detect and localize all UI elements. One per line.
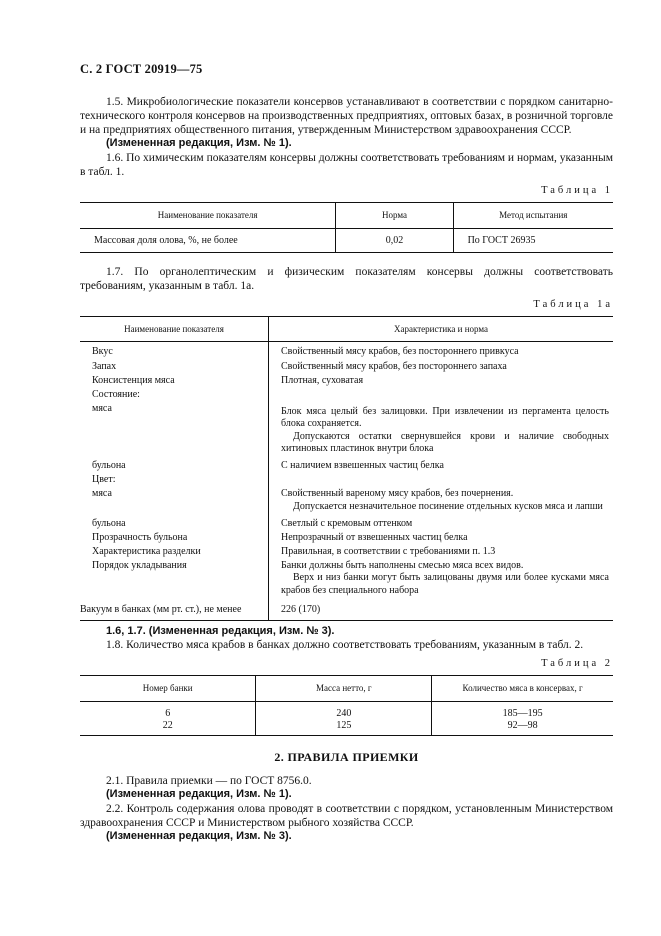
column-header: Наименование показателя bbox=[80, 316, 269, 342]
table-2 bbox=[80, 675, 613, 735]
table-row bbox=[80, 487, 613, 513]
table-row bbox=[80, 360, 613, 374]
table-row bbox=[80, 531, 613, 545]
column-header: Метод испытания bbox=[453, 202, 613, 228]
table-cell: Плотная, суховатая bbox=[269, 374, 614, 388]
table-row bbox=[80, 473, 613, 487]
amendment-note: (Измененная редакция, Изм. № 3). bbox=[106, 829, 292, 842]
cell-text: Банки должны быть наполнены смесью мяса всех видов. bbox=[281, 560, 524, 572]
paragraph-1-5: 1.5. Микробиологические показатели консервов устанавливают в соответствии с порядком санитарно-технического контроля консервов на производственных предприятиях, оптовых базах, в розничной торговле и на предприятиях общественного питания, утвержденным Министерством здравоохранения СССР. bbox=[80, 96, 613, 137]
table-cell: Консистенция мяса bbox=[92, 374, 175, 386]
table-header-row bbox=[80, 676, 613, 702]
table-cell: 92—98 bbox=[432, 720, 613, 735]
cell-text: Допускается незначительное посинение отдельных кусков мяса и лапши bbox=[293, 500, 603, 512]
table-row bbox=[80, 559, 613, 598]
table-cell: мяса bbox=[92, 403, 112, 415]
table-cell: Состояние: bbox=[92, 389, 140, 401]
table-cell: Непрозрачный от взвешенных частиц белка bbox=[269, 531, 614, 545]
page-header: С. 2 ГОСТ 20919—75 bbox=[80, 62, 203, 76]
table-row bbox=[80, 388, 613, 402]
paragraph-2-1: 2.1. Правила приемки — по ГОСТ 8756.0. bbox=[106, 775, 312, 788]
cell-text: Допускаются остатки свернувшейся крови и наличие свободных хитиновых пластинок внутри блока bbox=[281, 430, 609, 454]
table-cell: Запах bbox=[92, 360, 117, 372]
table-row bbox=[80, 545, 613, 559]
table-header-row bbox=[80, 316, 613, 342]
table-cell: 6 bbox=[165, 708, 171, 720]
table-cell: бульона bbox=[92, 517, 126, 529]
table-1a bbox=[80, 316, 613, 622]
table-cell: Цвет: bbox=[92, 474, 116, 486]
table-cell bbox=[269, 402, 614, 456]
table-cell: бульона bbox=[92, 459, 126, 471]
table-cell: С наличием взвешенных частиц белка bbox=[269, 456, 614, 473]
table-cell bbox=[269, 559, 614, 598]
amendment-note: (Измененная редакция, Изм. № 1). bbox=[106, 137, 292, 150]
table-cell: Порядок укладывания bbox=[92, 560, 187, 572]
amendment-note: 1.6, 1.7. (Измененная редакция, Изм. № 3). bbox=[106, 625, 335, 638]
table-cell: Светлый с кремовым оттенком bbox=[269, 514, 614, 531]
table-cell bbox=[269, 388, 614, 402]
table-cell: 125 bbox=[256, 720, 432, 735]
table-1-caption: Таблица 1 bbox=[541, 184, 613, 196]
table-cell: Массовая доля олова, %, не более bbox=[80, 228, 336, 252]
column-header: Масса нетто, г bbox=[256, 676, 432, 702]
cell-text: Верх и низ банки могут быть залицованы двумя или более кусками мяса крабов без специального набора bbox=[281, 572, 609, 596]
table-cell bbox=[269, 487, 614, 513]
table-row bbox=[80, 402, 613, 456]
table-cell: мяса bbox=[92, 488, 112, 500]
table-cell: Свойственный мясу крабов, без постороннего привкуса bbox=[269, 342, 614, 360]
table-1a-caption: Таблица 1а bbox=[533, 298, 613, 310]
paragraph-2-2: 2.2. Контроль содержания олова проводят в соответствии с порядком, установленным Министерством здравоохранения СССР и Министерством рыбного хозяйства СССР. bbox=[80, 802, 613, 829]
table-header-row bbox=[80, 202, 613, 228]
table-cell: 240 bbox=[256, 702, 432, 721]
paragraph-1-7: 1.7. По органолептическим и физическим показателям консервы должны соответствовать требованиям, указанным в табл. 1а. bbox=[80, 265, 613, 292]
table-cell: Правильная, в соответствии с требованиями п. 1.3 bbox=[269, 545, 614, 559]
column-header: Наименование показателя bbox=[80, 202, 336, 228]
table-row bbox=[80, 598, 613, 621]
table-cell: Вкус bbox=[92, 346, 113, 358]
section-heading: 2. ПРАВИЛА ПРИЕМКИ bbox=[274, 749, 419, 764]
table-2-caption: Таблица 2 bbox=[541, 658, 613, 670]
table-cell: 226 (170) bbox=[269, 598, 614, 621]
column-header: Характеристика и норма bbox=[269, 316, 614, 342]
amendment-note: (Измененная редакция, Изм. № 1). bbox=[106, 788, 292, 801]
table-cell: Прозрачность бульона bbox=[92, 531, 188, 543]
table-row bbox=[80, 702, 613, 721]
table-cell: Вакуум в банках (мм рт. ст.), не менее bbox=[80, 598, 269, 621]
table-row bbox=[80, 720, 613, 735]
paragraph-1-6: 1.6. По химическим показателям консервы должны соответствовать требованиям и нормам, указанным в табл. 1. bbox=[80, 151, 613, 178]
table-cell: По ГОСТ 26935 bbox=[453, 228, 613, 252]
column-header: Норма bbox=[336, 202, 453, 228]
table-row bbox=[80, 228, 613, 252]
page bbox=[80, 62, 613, 843]
table-cell: 22 bbox=[80, 720, 256, 735]
table-cell: Характеристика разделки bbox=[92, 546, 201, 558]
table-cell: Свойственный мясу крабов, без постороннего запаха bbox=[269, 360, 614, 374]
table-row bbox=[80, 374, 613, 388]
column-header: Номер банки bbox=[80, 676, 256, 702]
table-cell: 185—195 bbox=[432, 702, 613, 721]
table-row bbox=[80, 456, 613, 473]
table-cell: 0,02 bbox=[336, 228, 453, 252]
table-cell bbox=[269, 473, 614, 487]
table-row bbox=[80, 514, 613, 531]
paragraph-1-8: 1.8. Количество мяса крабов в банках должно соответствовать требованиям, указанным в табл. 2. bbox=[106, 639, 584, 652]
cell-text: Блок мяса целый без залицовки. При извлечении из пергамента целость блока сохраняется. bbox=[281, 406, 609, 430]
table-row bbox=[80, 342, 613, 360]
column-header: Количество мяса в консервах, г bbox=[432, 676, 613, 702]
table-1 bbox=[80, 202, 613, 253]
cell-text: Свойственный вареному мясу крабов, без почернения. bbox=[281, 488, 514, 500]
